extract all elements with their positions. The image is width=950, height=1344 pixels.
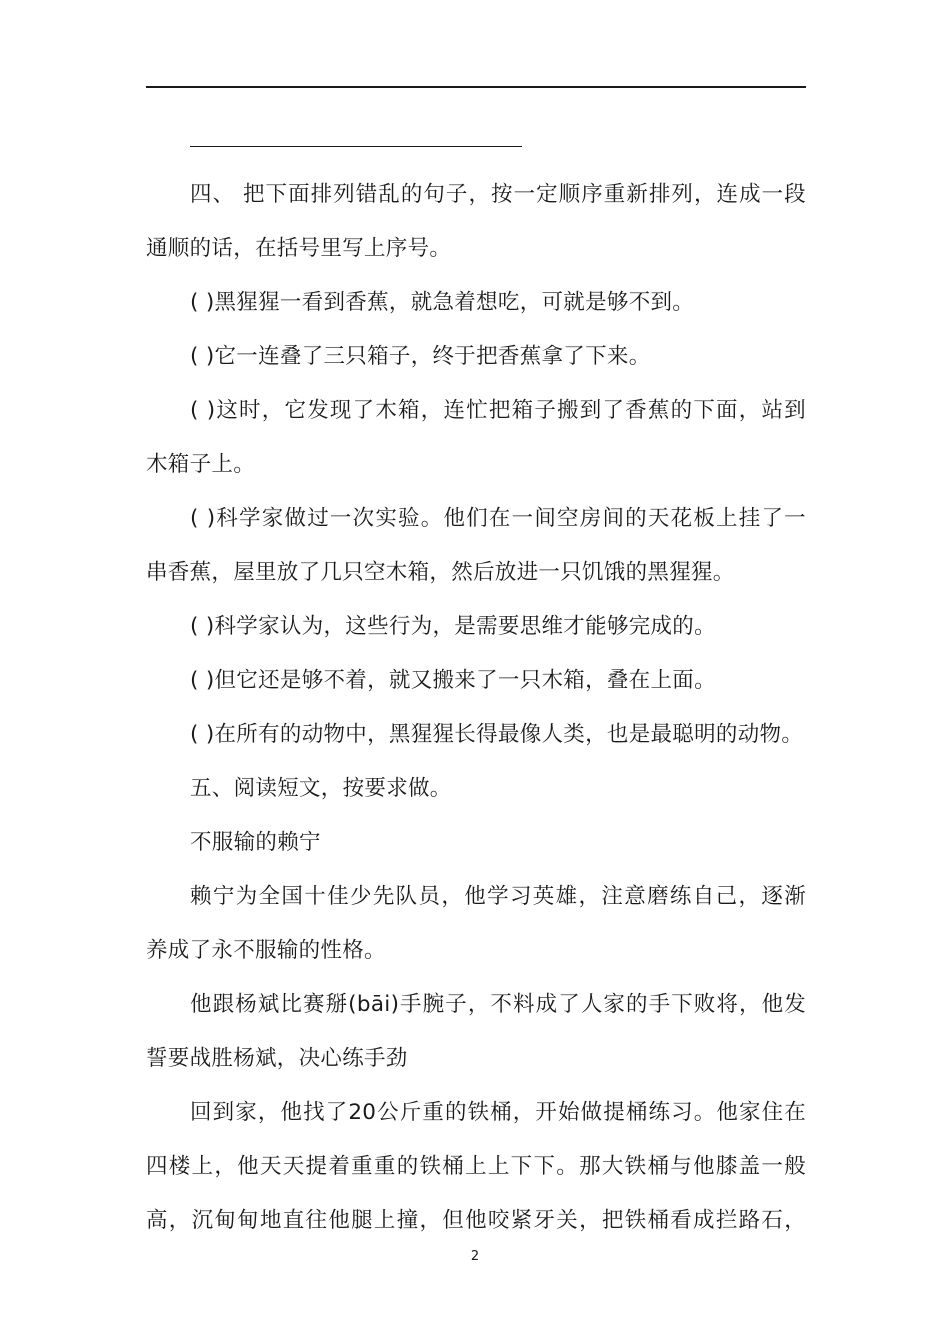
story-paragraph-1-line-2: 养成了永不服输的性格。 bbox=[146, 938, 386, 963]
story-paragraph-2-line-2: 誓要战胜杨斌，决心练手劲 bbox=[146, 1046, 408, 1071]
story-paragraph-3-line-2: 四楼上，他天天提着重重的铁桶上上下下。那大铁桶与他膝盖一般 bbox=[146, 1154, 806, 1179]
sentence-item-4-line-2: 串香蕉，屋里放了几只空木箱，然后放进一只饥饿的黑猩猩。 bbox=[146, 560, 735, 585]
sentence-item-6: ( )但它还是够不着，就又搬来了一只木箱，叠在上面。 bbox=[190, 668, 716, 693]
sentence-item-3-line-2: 木箱子上。 bbox=[146, 452, 256, 477]
story-paragraph-3-line-3: 高，沉甸甸地直往他腿上撞，但他咬紧牙关，把铁桶看成拦路石， bbox=[146, 1208, 806, 1233]
sentence-item-2: ( )它一连叠了三只箱子，终于把香蕉拿了下来。 bbox=[190, 344, 651, 369]
story-paragraph-1-line-1: 赖宁为全国十佳少先队员，他学习英雄，注意磨练自己，逐渐 bbox=[190, 884, 806, 909]
story-title: 不服输的赖宁 bbox=[190, 830, 321, 855]
sentence-item-7: ( )在所有的动物中，黑猩猩长得最像人类，也是最聪明的动物。 bbox=[190, 722, 804, 747]
section-4-heading-line-2: 通顺的话，在括号里写上序号。 bbox=[146, 236, 452, 261]
answer-line-short bbox=[190, 146, 522, 147]
story-paragraph-2-line-1: 他跟杨斌比赛掰(bāi)手腕子，不料成了人家的手下败将，他发 bbox=[190, 992, 806, 1017]
sentence-item-3-line-1: ( )这时，它发现了木箱，连忙把箱子搬到了香蕉的下面，站到 bbox=[190, 398, 806, 423]
sentence-item-4-line-1: ( )科学家做过一次实验。他们在一间空房间的天花板上挂了一 bbox=[190, 506, 806, 531]
sentence-item-1: ( )黑猩猩一看到香蕉，就急着想吃，可就是够不到。 bbox=[190, 290, 695, 315]
story-paragraph-3-line-1: 回到家，他找了20公斤重的铁桶，开始做提桶练习。他家住在 bbox=[190, 1100, 806, 1125]
section-4-heading-line-1: 四、 把下面排列错乱的句子，按一定顺序重新排列，连成一段 bbox=[190, 182, 806, 207]
section-5-heading: 五、阅读短文，按要求做。 bbox=[190, 776, 452, 801]
sentence-item-5: ( )科学家认为，这些行为，是需要思维才能够完成的。 bbox=[190, 614, 716, 639]
page-number: 2 bbox=[470, 1249, 480, 1264]
answer-line-full bbox=[146, 86, 806, 88]
